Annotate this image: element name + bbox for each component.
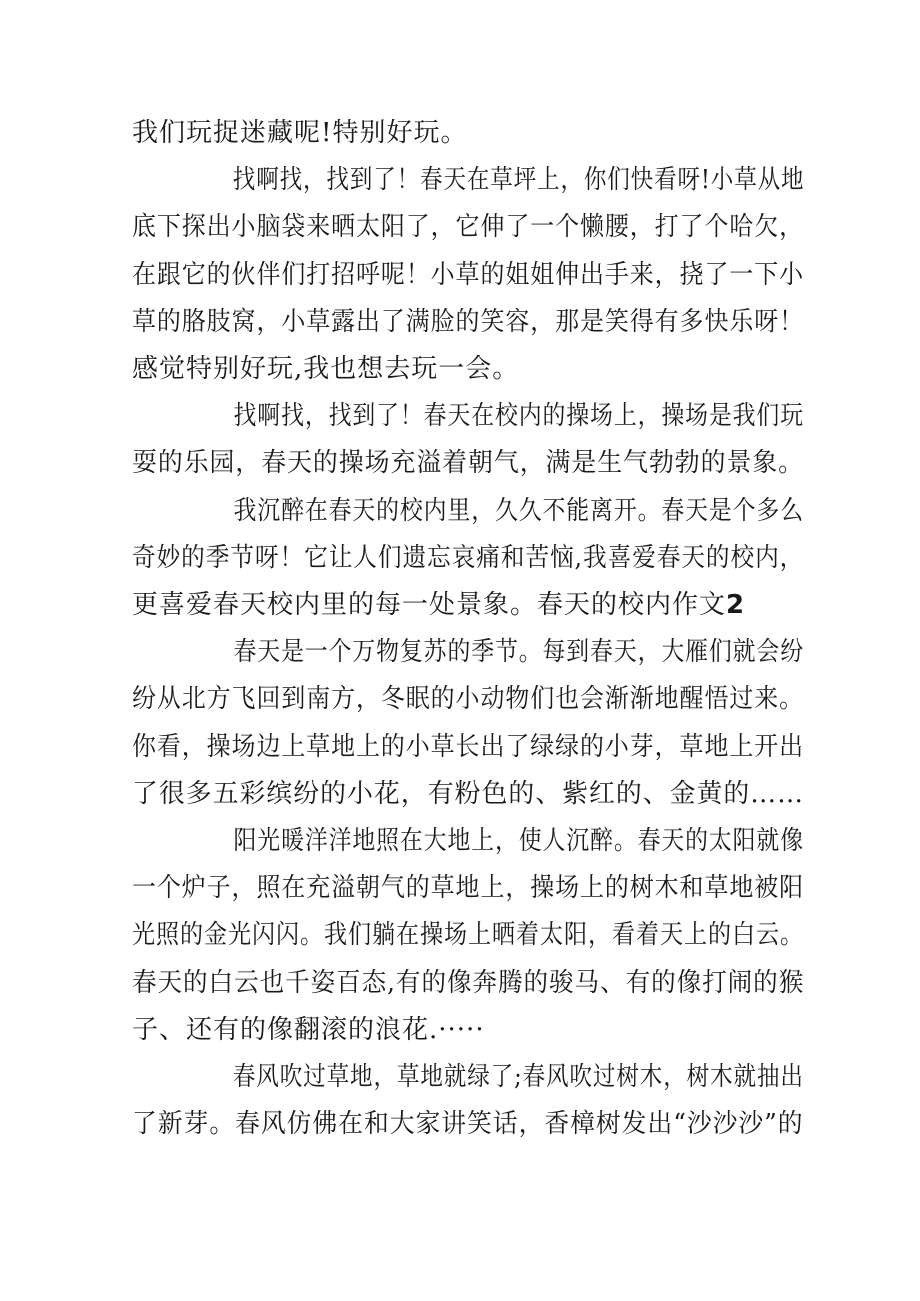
text-line: 我们玩捉迷藏呢!特别好玩。: [132, 118, 468, 148]
text-line: 草的胳肢窝，小草露出了满脸的笑容，那是笑得有多快乐呀！: [132, 306, 805, 337]
text-line: 春天是一个万物复苏的季节。每到春天，大雁们就会纷: [233, 637, 804, 668]
text-line: 了新芽。春风仿佛在和大家讲笑话，香樟树发出“沙沙沙”的: [132, 1109, 804, 1140]
text-line: 我沉醉在春天的校内里，久久不能离开。春天是个多么: [233, 495, 804, 526]
text-line: 在跟它的伙伴们打招呼呢！小草的姐姐伸出手来，挠了一下小: [132, 259, 805, 290]
text-line: 耍的乐园，春天的操场充溢着朝气，满是生气勃勃的景象。: [132, 448, 805, 479]
text-line: 阳光暖洋洋地照在大地上，使人沉醉。春天的太阳就像: [233, 826, 804, 857]
text-line: 一个炉子，照在充溢朝气的草地上，操场上的树木和草地被阳: [132, 873, 805, 904]
text-line: 感觉特别好玩,我也想去玩一会。: [132, 354, 520, 385]
text-line: 子、还有的像翻滚的浪花.·····: [132, 1014, 485, 1045]
essay-number: 2: [726, 590, 746, 621]
document-body: [132, 110, 804, 1148]
text-line: 底下探出小脑袋来晒太阳了，它伸了一个懒腰，打了个哈欠，: [132, 212, 805, 243]
text-line: 奇妙的季节呀！它让人们遗忘哀痛和苦恼,我喜爱春天的校内，: [132, 542, 805, 573]
text-line: [132, 582, 804, 629]
text-line: 春天的白云也千姿百态,有的像奔腾的骏马、有的像打闹的猴: [132, 967, 805, 998]
text-line: 纷从北方飞回到南方，冬眠的小动物们也会渐渐地醒悟过来。: [132, 684, 805, 715]
text-line: 春风吹过草地，草地就绿了;春风吹过树木，树木就抽出: [232, 1062, 804, 1093]
text-line: 你看，操场边上草地上的小草长出了绿绿的小芽，草地上开出: [132, 731, 805, 762]
text-line: 了很多五彩缤纷的小花，有粉色的、紫红的、金黄的……: [132, 778, 805, 809]
text-line: 找啊找，找到了！春天在校内的操场上，操场是我们玩: [233, 401, 804, 432]
text-line: 找啊找，找到了！春天在草坪上，你们快看呀!小草从地: [232, 165, 805, 196]
text-line-content: 更喜爱春天校内里的每一处景象。春天的校内作文: [132, 590, 727, 621]
text-line: 光照的金光闪闪。我们躺在操场上晒着太阳，看着天上的白云。: [132, 920, 805, 951]
